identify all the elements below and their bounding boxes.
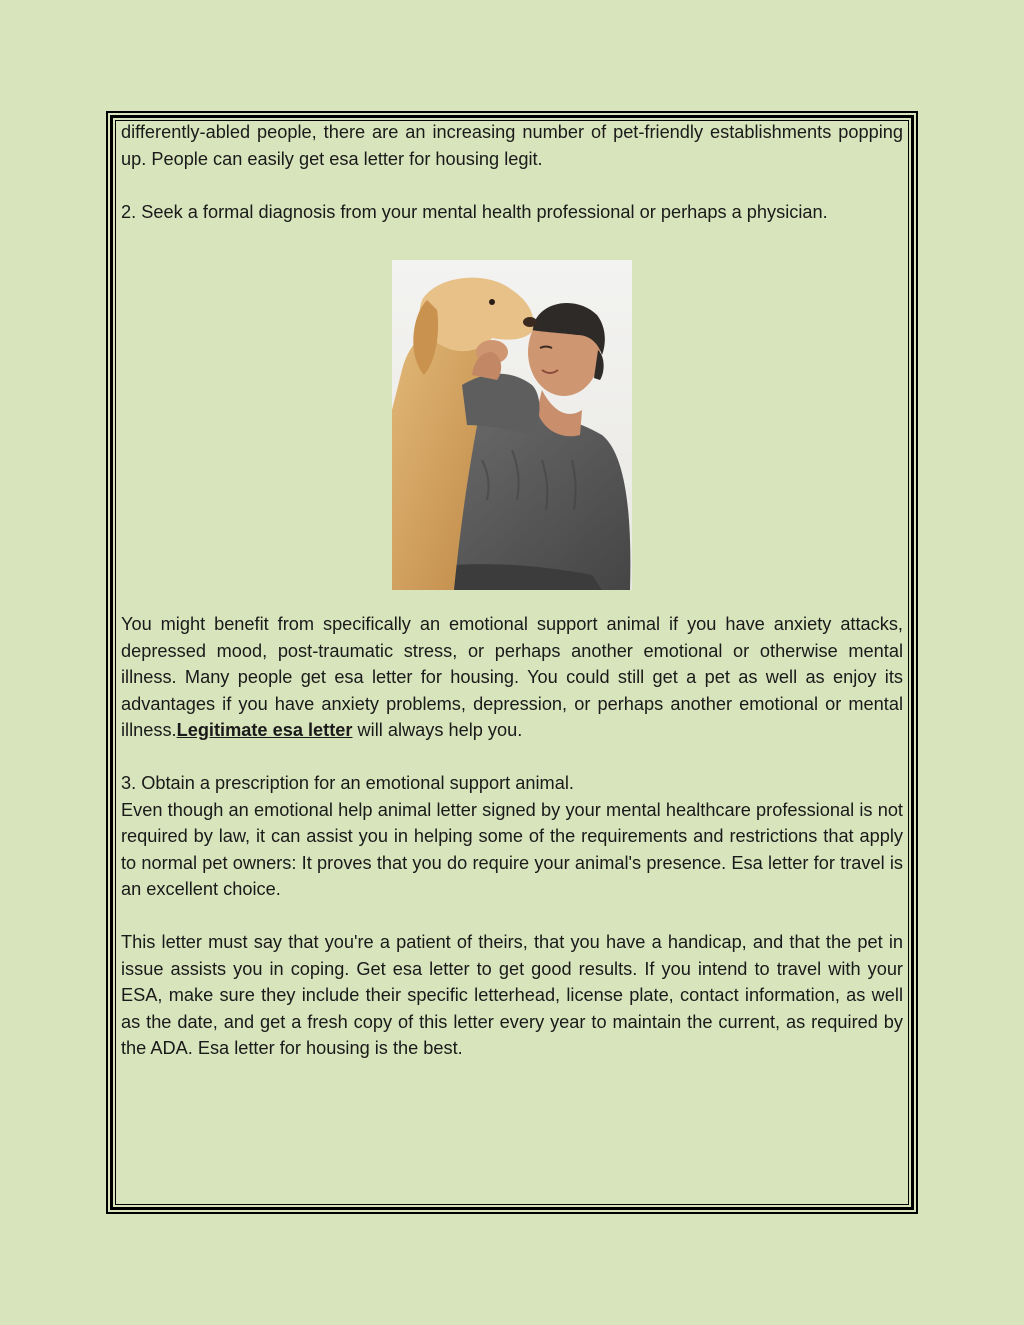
benefit-paragraph <box>121 611 903 744</box>
benefit-text: You might benefit from specifically an emotional support animal if you have anxiety attacks, depressed mood, post-traumatic stress, or perhaps another emotional or otherwise mental illness. Many people get esa letter for housing. You could still get a pet as well as enjoy its advantages if you have anxiety problems, depression, or perhaps another emotional or mental illness. <box>121 614 903 740</box>
document-body <box>121 119 903 1062</box>
step-3-paragraph: Even though an emotional help animal letter signed by your mental healthcare professional is not required by law, it can assist you in helping some of the requirements and restrictions that apply to normal pet owners: It proves that you do require your animal's presence. Esa letter for travel is an excellent choice. <box>121 799 903 899</box>
step-3-heading: 3. Obtain a prescription for an emotional support animal. <box>121 773 574 793</box>
benefit-text-end: will always help you. <box>352 720 523 740</box>
photo-container <box>121 225 903 611</box>
intro-paragraph: differently-abled people, there are an increasing number of pet-friendly establishments popping up. People can easily get esa letter for housing legit. <box>121 122 903 169</box>
man-with-dog-photo <box>392 260 632 590</box>
legitimate-esa-letter-link[interactable]: Legitimate esa letter <box>176 720 353 740</box>
step-2-paragraph: 2. Seek a formal diagnosis from your mental health professional or perhaps a physician. <box>121 201 828 222</box>
letter-requirements-paragraph: This letter must say that you're a patient of theirs, that you have a handicap, and that the pet in issue assists you in coping. Get esa letter to get good results. If you intend to travel with your ESA, make sure they include their specific letterhead, license plate, contact information, as well as the date, and get a fresh copy of this letter every year to maintain the current, as required by the ADA. Esa letter for housing is the best. <box>121 932 903 1058</box>
